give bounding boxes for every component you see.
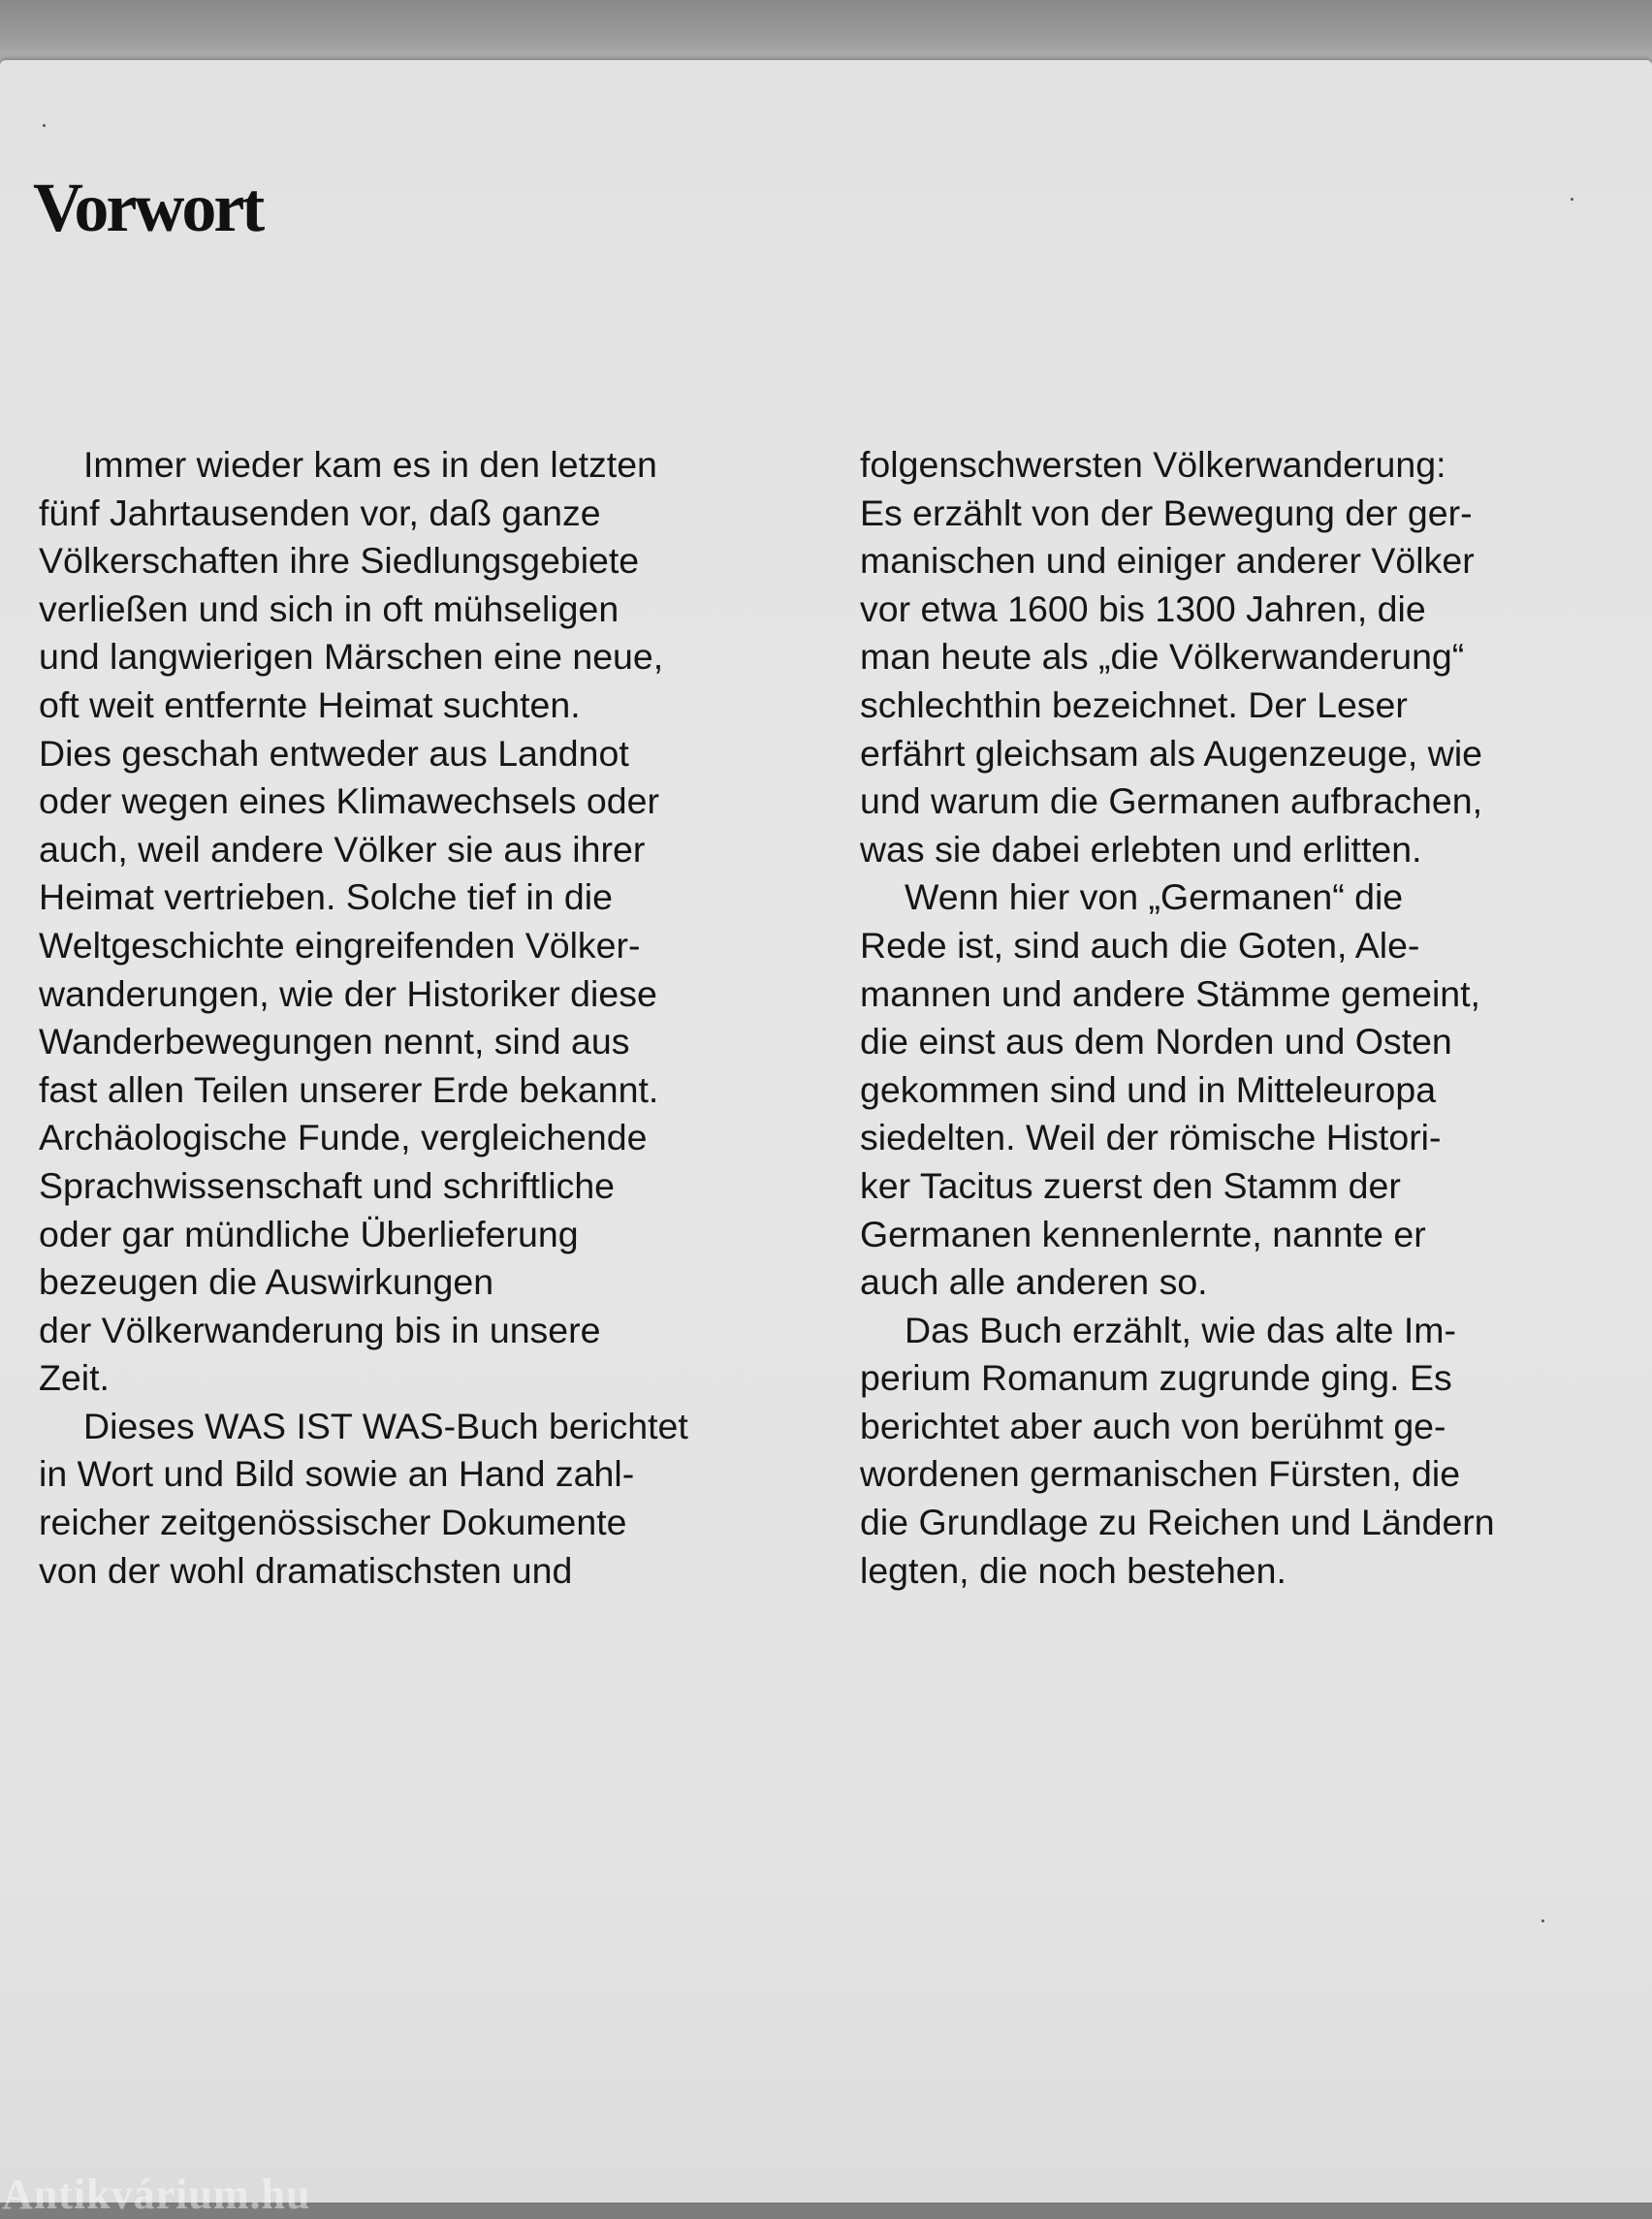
right-text-column	[860, 441, 1626, 1595]
text-line: verließen und sich in oft mühseligen	[39, 587, 620, 629]
text-line: legten, die noch bestehen.	[860, 1549, 1287, 1591]
text-line: Dieses WAS IST WAS-Buch berichtet	[83, 1405, 688, 1446]
text-line: wanderungen, wie der Historiker diese	[39, 972, 657, 1014]
text-line: Heimat vertrieben. Solche tief in die	[39, 876, 613, 918]
text-line: fast allen Teilen unserer Erde bekannt.	[39, 1068, 659, 1110]
text-line: Wenn hier von „Germanen“ die	[905, 876, 1404, 918]
text-line: der Völkerwanderung bis in unsere	[39, 1309, 601, 1350]
dust-speck	[1541, 1919, 1544, 1922]
text-line: bezeugen die Auswirkungen	[39, 1261, 494, 1303]
text-line: Wanderbewegungen nennt, sind aus	[39, 1021, 630, 1062]
text-line: Archäologische Funde, vergleichende	[39, 1117, 648, 1158]
text-line: und warum die Germanen aufbrachen,	[860, 780, 1483, 822]
text-line: fünf Jahrtausenden vor, daß ganze	[39, 491, 601, 533]
text-line: Germanen kennenlernte, nannte er	[860, 1213, 1426, 1254]
text-line: siedelten. Weil der römische Histori-	[860, 1117, 1442, 1158]
text-line: ker Tacitus zuerst den Stamm der	[860, 1164, 1401, 1206]
text-line: und langwierigen Märschen eine neue,	[39, 636, 664, 678]
text-line: von der wohl dramatischsten und	[39, 1549, 573, 1591]
text-line: Rede ist, sind auch die Goten, Ale-	[860, 924, 1420, 966]
text-line: vor etwa 1600 bis 1300 Jahren, die	[860, 587, 1426, 629]
page-title: Vorwort	[33, 169, 263, 246]
text-line: man heute als „die Völkerwanderung“	[860, 636, 1465, 678]
text-line: folgenschwersten Völkerwanderung:	[860, 444, 1446, 485]
text-line: oder wegen eines Klimawechsels oder	[39, 780, 659, 822]
text-line: auch alle anderen so.	[860, 1261, 1208, 1303]
text-line: manischen und einiger anderer Völker	[860, 540, 1475, 582]
text-line: schlechthin bezeichnet. Der Leser	[860, 683, 1408, 725]
text-line: mannen und andere Stämme gemeint,	[860, 972, 1480, 1014]
text-line: reicher zeitgenössischer Dokumente	[39, 1502, 627, 1543]
text-line: Das Buch erzählt, wie das alte Im-	[905, 1309, 1456, 1350]
left-text-column	[39, 441, 834, 1595]
text-line: die Grundlage zu Reichen und Ländern	[860, 1502, 1495, 1543]
text-line: wordenen germanischen Fürsten, die	[860, 1453, 1461, 1495]
text-line: Zeit.	[39, 1357, 110, 1399]
scanner-background	[0, 0, 1652, 66]
text-line: gekommen sind und in Mitteleuropa	[860, 1068, 1437, 1110]
text-line: Es erzählt von der Bewegung der ger-	[860, 491, 1473, 533]
text-line: oder gar mündliche Überlieferung	[39, 1213, 579, 1254]
text-line: erfährt gleichsam als Augenzeuge, wie	[860, 732, 1483, 774]
text-line: die einst aus dem Norden und Osten	[860, 1021, 1452, 1062]
text-line: in Wort und Bild sowie an Hand zahl-	[39, 1453, 635, 1495]
text-line: was sie dabei erlebten und erlitten.	[860, 828, 1422, 870]
dust-speck	[1571, 198, 1573, 201]
text-line: berichtet aber auch von berühmt ge-	[860, 1405, 1446, 1446]
text-line: Weltgeschichte eingreifenden Völker-	[39, 924, 641, 966]
text-line: oft weit entfernte Heimat suchten.	[39, 683, 581, 725]
dust-speck	[43, 124, 46, 127]
watermark-text: Antikvárium.hu	[2, 2171, 311, 2218]
text-line: Immer wieder kam es in den letzten	[83, 444, 657, 485]
text-line: Sprachwissenschaft und schriftliche	[39, 1164, 616, 1206]
text-line: perium Romanum zugrunde ging. Es	[860, 1357, 1452, 1399]
text-line: Dies geschah entweder aus Landnot	[39, 732, 629, 774]
text-line: auch, weil andere Völker sie aus ihrer	[39, 828, 646, 870]
text-line: Völkerschaften ihre Siedlungsgebiete	[39, 540, 640, 582]
